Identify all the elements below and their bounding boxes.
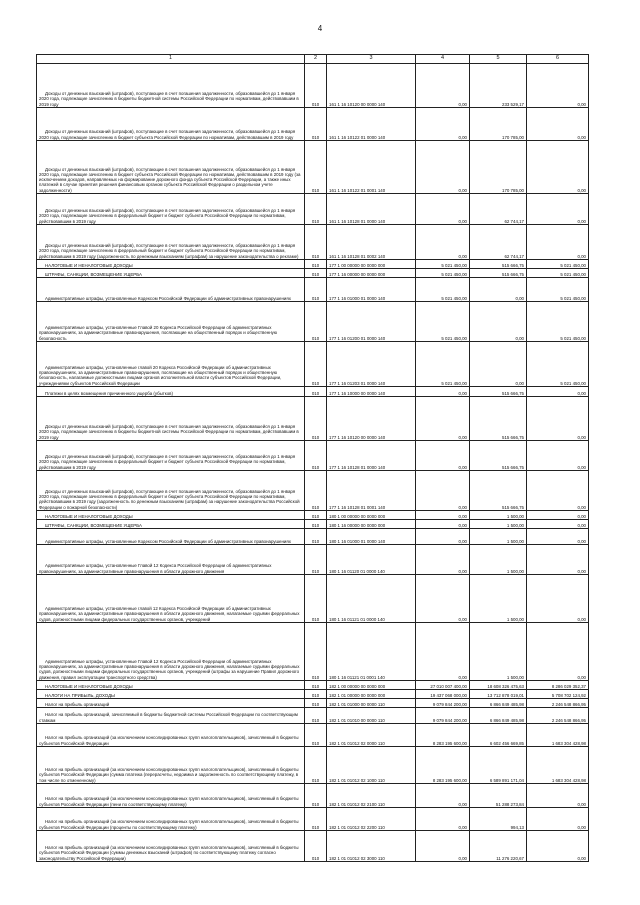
- row-executed-cell: 0,00: [470, 342, 527, 387]
- row-name-cell: Налог на прибыль организаций (за исключением консолидированных групп налогоплательщиков), зачисляемый в бюджеты субъектов Российской Федерации (пени по соответствующему платежу): [37, 784, 305, 808]
- table-row: [37, 575, 589, 623]
- row-executed-cell: 1 500,00: [470, 623, 527, 681]
- row-kbk-cell: 161 1 16 10128 01 0002 140: [327, 225, 416, 260]
- row-kbk-cell: 177 1 00 00000 00 0000 000: [327, 260, 416, 269]
- row-kbk-cell: 180 1 16 01120 01 0000 140: [327, 545, 416, 575]
- row-approved-cell: 9 079 844 200,00: [416, 708, 470, 724]
- row-code-cell: 010: [305, 623, 327, 681]
- row-code-cell: 010: [305, 260, 327, 269]
- row-unexecuted-cell: 5 021 450,00: [527, 269, 589, 278]
- row-unexecuted-cell: 5 021 450,00: [527, 278, 589, 302]
- row-name-cell: Налог на прибыль организаций (за исключением консолидированных групп налогоплательщиков), зачисляемый в бюджеты субъектов Российской Федерации: [37, 724, 305, 747]
- row-executed-cell: 11 276 220,67: [470, 831, 527, 862]
- row-code-cell: 010: [305, 529, 327, 545]
- row-name-cell: Налог на прибыль организаций (за исключением консолидированных групп налогоплательщиков), зачисляемый в бюджеты субъектов Российской Федерации (суммы денежных взысканий (штрафов) по соответствующему платежу согласно законодательству Российской Федерации): [37, 831, 305, 862]
- row-kbk-cell: 177 1 16 10000 00 0000 140: [327, 387, 416, 397]
- row-approved-cell: 5 021 450,00: [416, 269, 470, 278]
- row-unexecuted-cell: 0,00: [527, 529, 589, 545]
- table-row: [37, 747, 589, 784]
- row-executed-cell: 6 589 891 171,04: [470, 747, 527, 784]
- table-row: [37, 545, 589, 575]
- row-unexecuted-cell: 0,00: [527, 387, 589, 397]
- row-name-cell: Административные штрафы, установленные главой 12 Кодекса Российской Федерации об административных правонарушениях, за административные правонарушения в области дорожного движения, налагаемые судьями федеральных судов, должностными лицами федеральных государственных органов, учреждений: [37, 575, 305, 623]
- row-approved-cell: 0,00: [416, 441, 470, 471]
- table-row: [37, 225, 589, 260]
- row-unexecuted-cell: 8 286 029 352,37: [527, 681, 589, 690]
- row-code-cell: 010: [305, 269, 327, 278]
- row-executed-cell: 0,00: [470, 302, 527, 342]
- table-row: [37, 260, 589, 269]
- row-unexecuted-cell: 1 683 304 428,98: [527, 724, 589, 747]
- row-kbk-cell: 177 1 16 00000 00 0000 000: [327, 269, 416, 278]
- row-approved-cell: 5 021 450,00: [416, 260, 470, 269]
- table-row: [37, 441, 589, 471]
- row-code-cell: 010: [305, 747, 327, 784]
- row-name-cell: Доходы от денежных взысканий (штрафов), поступающие в счет погашения задолженности, образовавшейся до 1 января 2020 года, подлежащие зачислению в бюджеты бюджетной системы Российской Федерации по нормативам, действовавшим в 2019 году: [37, 397, 305, 441]
- row-unexecuted-cell: 5 021 450,00: [527, 260, 589, 269]
- row-kbk-cell: 177 1 16 10128 01 0000 140: [327, 441, 416, 471]
- table-row: [37, 708, 589, 724]
- row-name-cell: Доходы от денежных взысканий (штрафов), поступающие в счет погашения задолженности, образовавшейся до 1 января 2020 года, подлежащие зачислению в федеральный бюджет и бюджет субъекта Российской Федерации по нормативам, действовавшим в 2019 году: [37, 441, 305, 471]
- row-code-cell: 010: [305, 784, 327, 808]
- table-row: [37, 681, 589, 690]
- row-name-cell: НАЛОГОВЫЕ И НЕНАЛОГОВЫЕ ДОХОДЫ: [37, 260, 305, 269]
- row-name-cell: Административные штрафы, установленные главой 20 Кодекса Российской Федерации об административных правонарушениях, за административные правонарушения, посягающие на общественный порядок и общественную безопасность, налагаемые должностными лицами органов исполнительной власти субъектов Российской Федерации, учреждениями субъектов Российской Федерации: [37, 342, 305, 387]
- row-unexecuted-cell: 0,00: [527, 623, 589, 681]
- table-row: [37, 784, 589, 808]
- row-name-cell: ШТРАФЫ, САНКЦИИ, ВОЗМЕЩЕНИЕ УЩЕРБА: [37, 520, 305, 529]
- row-executed-cell: 994,13: [470, 808, 527, 831]
- row-unexecuted-cell: 0,00: [527, 831, 589, 862]
- row-executed-cell: 18 608 326 475,63: [470, 681, 527, 690]
- row-approved-cell: 0,00: [416, 529, 470, 545]
- row-executed-cell: 13 712 878 019,01: [470, 690, 527, 699]
- row-kbk-cell: 161 1 16 10122 01 0001 140: [327, 141, 416, 194]
- row-approved-cell: 0,00: [416, 471, 470, 511]
- row-unexecuted-cell: 0,00: [527, 784, 589, 808]
- row-executed-cell: 515 666,75: [470, 441, 527, 471]
- row-kbk-cell: 177 1 16 10120 00 0000 140: [327, 397, 416, 441]
- row-name-cell: Административные штрафы, установленные Главой 12 Кодекса Российской Федерации об административных правонарушениях, за административные правонарушения в области дорожного движения, налагаемые судьями федеральных судов, должностными лицами федеральных государственных органов, учреждений (штрафы за нарушение Правил дорожного движения, правил эксплуатации транспортного средства): [37, 623, 305, 681]
- row-executed-cell: 6 602 456 669,85: [470, 724, 527, 747]
- table-body: [37, 64, 589, 862]
- table-row: [37, 141, 589, 194]
- row-code-cell: 010: [305, 575, 327, 623]
- row-name-cell: Налог на прибыль организаций (за исключением консолидированных групп налогоплательщиков), зачисляемый в бюджеты субъектов Российской Федерации (сумма платежа (перерасчеты, недоимка и задолженность по соответствующему платежу, в том числе по отмененному): [37, 747, 305, 784]
- row-code-cell: 010: [305, 194, 327, 225]
- row-code-cell: 010: [305, 342, 327, 387]
- row-executed-cell: 170 785,00: [470, 108, 527, 141]
- row-kbk-cell: 177 1 16 01200 01 0000 140: [327, 302, 416, 342]
- row-unexecuted-cell: 0,00: [527, 808, 589, 831]
- row-unexecuted-cell: 5 021 450,00: [527, 302, 589, 342]
- row-approved-cell: 9 079 844 200,00: [416, 699, 470, 708]
- table-row: [37, 724, 589, 747]
- row-name-cell: Налог на прибыль организаций (за исключением консолидированных групп налогоплательщиков), зачисляемый в бюджеты субъектов Российской Федерации (проценты по соответствующему платежу): [37, 808, 305, 831]
- row-approved-cell: 0,00: [416, 575, 470, 623]
- row-code-cell: 010: [305, 302, 327, 342]
- row-name-cell: Доходы от денежных взысканий (штрафов), поступающие в счет погашения задолженности, образовавшейся до 1 января 2020 года, подлежащие зачислению в федеральный бюджет и бюджет субъекта Российской Федерации по нормативам, действовавшим в 2019 году: [37, 194, 305, 225]
- row-unexecuted-cell: 2 246 548 866,95: [527, 699, 589, 708]
- row-approved-cell: 8 283 195 600,00: [416, 747, 470, 784]
- row-code-cell: 010: [305, 699, 327, 708]
- row-unexecuted-cell: 0,00: [527, 141, 589, 194]
- row-kbk-cell: 182 1 01 01012 02 3000 110: [327, 831, 416, 862]
- row-kbk-cell: 180 1 16 00000 00 0000 000: [327, 520, 416, 529]
- row-unexecuted-cell: 5 021 450,00: [527, 342, 589, 387]
- row-executed-cell: 515 666,75: [470, 397, 527, 441]
- row-name-cell: Административные штрафы, установленные Кодексом Российской Федерации об административных правонарушениях: [37, 278, 305, 302]
- row-name-cell: Административные штрафы, установленные Главой 12 Кодекса Российской Федерации об административных правонарушениях, за административные правонарушения в области дорожного движения: [37, 545, 305, 575]
- row-unexecuted-cell: 0,00: [527, 471, 589, 511]
- row-kbk-cell: 182 1 01 01000 00 0000 110: [327, 699, 416, 708]
- row-kbk-cell: 182 1 01 01010 00 0000 110: [327, 708, 416, 724]
- row-name-cell: Доходы от денежных взысканий (штрафов), поступающие в счет погашения задолженности, образовавшейся до 1 января 2020 года, подлежащие зачислению в бюджеты бюджетной системы Российской Федерации по нормативам, действовавшим в 2019 году: [37, 64, 305, 108]
- row-code-cell: 010: [305, 141, 327, 194]
- table-row: [37, 194, 589, 225]
- row-executed-cell: 515 666,75: [470, 269, 527, 278]
- row-approved-cell: 5 021 450,00: [416, 342, 470, 387]
- row-approved-cell: 19 437 068 000,00: [416, 690, 470, 699]
- row-code-cell: 010: [305, 441, 327, 471]
- table-row: [37, 471, 589, 511]
- row-name-cell: Доходы от денежных взысканий (штрафов), поступающие в счет погашения задолженности, образовавшейся до 1 января 2020 года, подлежащие зачислению в федеральный бюджет и бюджет субъекта Российской Федерации по нормативам, действовавшим в 2019 году (задолженность по денежным взысканиям (штрафам) за нарушение законодательства Российской Федерации о пожарной безопасности): [37, 471, 305, 511]
- row-executed-cell: 515 666,75: [470, 387, 527, 397]
- column-header: 5: [470, 55, 527, 64]
- column-header: 3: [327, 55, 416, 64]
- row-unexecuted-cell: 0,00: [527, 511, 589, 520]
- row-kbk-cell: 177 1 16 10128 01 0001 140: [327, 471, 416, 511]
- row-code-cell: 010: [305, 471, 327, 511]
- row-name-cell: Платежи в целях возмещения причиненного ущерба (убытков): [37, 387, 305, 397]
- table-row: [37, 278, 589, 302]
- row-name-cell: Налог на прибыль организаций: [37, 699, 305, 708]
- row-code-cell: 010: [305, 387, 327, 397]
- row-unexecuted-cell: 1 683 304 428,98: [527, 747, 589, 784]
- row-unexecuted-cell: 5 708 702 124,92: [527, 690, 589, 699]
- table-row: [37, 520, 589, 529]
- table-row: [37, 302, 589, 342]
- row-code-cell: 010: [305, 545, 327, 575]
- row-approved-cell: 0,00: [416, 141, 470, 194]
- row-kbk-cell: 161 1 16 10120 00 0000 140: [327, 64, 416, 108]
- row-approved-cell: 0,00: [416, 511, 470, 520]
- row-approved-cell: 0,00: [416, 520, 470, 529]
- row-kbk-cell: 180 1 16 01000 01 0000 140: [327, 529, 416, 545]
- column-header: 4: [416, 55, 470, 64]
- row-approved-cell: 0,00: [416, 623, 470, 681]
- row-kbk-cell: 161 1 16 10122 01 0000 140: [327, 108, 416, 141]
- row-approved-cell: 0,00: [416, 194, 470, 225]
- row-executed-cell: 0,00: [470, 278, 527, 302]
- row-kbk-cell: 161 1 16 10128 01 0000 140: [327, 194, 416, 225]
- row-name-cell: Доходы от денежных взысканий (штрафов), поступающие в счет погашения задолженности, образовавшейся до 1 января 2020 года, подлежащие зачислению в бюджет субъекта Российской Федерации по нормативам, действовавшим в 2019 году: [37, 108, 305, 141]
- row-executed-cell: 6 866 849 485,98: [470, 699, 527, 708]
- row-code-cell: 010: [305, 225, 327, 260]
- row-kbk-cell: 182 1 01 01012 02 2100 110: [327, 784, 416, 808]
- column-header: 1: [37, 55, 305, 64]
- table-row: [37, 699, 589, 708]
- row-kbk-cell: 182 1 01 00000 00 0000 000: [327, 690, 416, 699]
- row-kbk-cell: 177 1 16 01203 01 0000 140: [327, 342, 416, 387]
- row-executed-cell: 62 744,17: [470, 225, 527, 260]
- row-approved-cell: 5 021 450,00: [416, 278, 470, 302]
- table-row: [37, 342, 589, 387]
- row-name-cell: Административные штрафы, установленные Главой 20 Кодекса Российской Федерации об административных правонарушениях, за административные правонарушения, посягающие на общественный порядок и общественную безопасность: [37, 302, 305, 342]
- row-kbk-cell: 177 1 16 01000 01 0000 140: [327, 278, 416, 302]
- row-approved-cell: 0,00: [416, 831, 470, 862]
- row-kbk-cell: 182 1 01 01012 02 2200 110: [327, 808, 416, 831]
- row-code-cell: 010: [305, 690, 327, 699]
- row-kbk-cell: 182 1 01 01012 02 1000 110: [327, 747, 416, 784]
- page-number: 4: [317, 24, 323, 33]
- row-unexecuted-cell: 2 246 548 866,95: [527, 708, 589, 724]
- row-name-cell: Доходы от денежных взысканий (штрафов), поступающие в счет погашения задолженности, образовавшейся до 1 января 2020 года, подлежащие зачислению в федеральный бюджет и бюджет субъекта Российской Федерации по нормативам, действовавшим в 2019 году (задолженность по денежным взысканиям (штрафам) за нарушение законодательства о рекламе): [37, 225, 305, 260]
- row-executed-cell: 515 666,75: [470, 471, 527, 511]
- table-row: [37, 690, 589, 699]
- row-unexecuted-cell: 0,00: [527, 520, 589, 529]
- row-code-cell: 010: [305, 808, 327, 831]
- row-kbk-cell: 182 1 01 01012 02 0000 110: [327, 724, 416, 747]
- row-approved-cell: 5 021 450,00: [416, 302, 470, 342]
- row-executed-cell: 1 500,00: [470, 545, 527, 575]
- row-approved-cell: 8 283 195 600,00: [416, 724, 470, 747]
- column-header: 2: [305, 55, 327, 64]
- table-row: [37, 623, 589, 681]
- row-code-cell: 010: [305, 278, 327, 302]
- row-approved-cell: 0,00: [416, 784, 470, 808]
- row-name-cell: НАЛОГОВЫЕ И НЕНАЛОГОВЫЕ ДОХОДЫ: [37, 681, 305, 690]
- row-kbk-cell: 182 1 00 00000 00 0000 000: [327, 681, 416, 690]
- row-approved-cell: 0,00: [416, 64, 470, 108]
- row-unexecuted-cell: 0,00: [527, 575, 589, 623]
- row-code-cell: 010: [305, 724, 327, 747]
- row-approved-cell: 0,00: [416, 808, 470, 831]
- row-name-cell: НАЛОГИ НА ПРИБЫЛЬ, ДОХОДЫ: [37, 690, 305, 699]
- row-kbk-cell: 180 1 00 00000 00 0000 000: [327, 511, 416, 520]
- row-executed-cell: 1 500,00: [470, 520, 527, 529]
- row-executed-cell: 170 785,00: [470, 141, 527, 194]
- row-kbk-cell: 180 1 16 01121 01 0000 140: [327, 575, 416, 623]
- row-code-cell: 010: [305, 64, 327, 108]
- row-unexecuted-cell: 0,00: [527, 397, 589, 441]
- row-unexecuted-cell: 0,00: [527, 225, 589, 260]
- row-approved-cell: 0,00: [416, 387, 470, 397]
- row-code-cell: 010: [305, 681, 327, 690]
- table-row: [37, 831, 589, 862]
- row-executed-cell: 233 529,17: [470, 64, 527, 108]
- row-name-cell: Доходы от денежных взысканий (штрафов), поступающие в счет погашения задолженности, образовавшейся до 1 января 2020 года, подлежащие зачислению в бюджет субъекта Российской Федерации по нормативам, действовавшим в 2019 году (за исключением доходов, направляемых на формирование дорожного фонда субъекта Российской Федерации, а также иных платежей в случае принятия решения финансовым органом субъекта Российской Федерации о раздельном учете задолженности): [37, 141, 305, 194]
- table-row: [37, 108, 589, 141]
- row-code-cell: 010: [305, 397, 327, 441]
- table-row: [37, 511, 589, 520]
- row-name-cell: ШТРАФЫ, САНКЦИИ, ВОЗМЕЩЕНИЕ УЩЕРБА: [37, 269, 305, 278]
- row-name-cell: Административные штрафы, установленные Кодексом Российской Федерации об административных правонарушениях: [37, 529, 305, 545]
- row-approved-cell: 27 010 007 400,00: [416, 681, 470, 690]
- table-row: [37, 64, 589, 108]
- row-executed-cell: 6 866 849 485,98: [470, 708, 527, 724]
- row-approved-cell: 0,00: [416, 225, 470, 260]
- table-header-row: [37, 55, 589, 64]
- row-code-cell: 010: [305, 831, 327, 862]
- table-row: [37, 269, 589, 278]
- row-executed-cell: 1 500,00: [470, 511, 527, 520]
- row-code-cell: 010: [305, 520, 327, 529]
- revenue-report-table: [36, 54, 589, 862]
- table-row: [37, 397, 589, 441]
- table-row: [37, 387, 589, 397]
- row-unexecuted-cell: 0,00: [527, 64, 589, 108]
- row-unexecuted-cell: 0,00: [527, 545, 589, 575]
- column-header: 6: [527, 55, 589, 64]
- row-unexecuted-cell: 0,00: [527, 441, 589, 471]
- row-unexecuted-cell: 0,00: [527, 108, 589, 141]
- row-approved-cell: 0,00: [416, 545, 470, 575]
- row-unexecuted-cell: 0,00: [527, 194, 589, 225]
- row-name-cell: НАЛОГОВЫЕ И НЕНАЛОГОВЫЕ ДОХОДЫ: [37, 511, 305, 520]
- table-row: [37, 529, 589, 545]
- row-kbk-cell: 180 1 16 01121 01 0001 140: [327, 623, 416, 681]
- row-executed-cell: 1 500,00: [470, 575, 527, 623]
- row-executed-cell: 515 666,75: [470, 260, 527, 269]
- table-row: [37, 808, 589, 831]
- row-code-cell: 010: [305, 511, 327, 520]
- row-executed-cell: 1 500,00: [470, 529, 527, 545]
- row-executed-cell: 62 744,17: [470, 194, 527, 225]
- row-approved-cell: 0,00: [416, 397, 470, 441]
- row-approved-cell: 0,00: [416, 108, 470, 141]
- row-code-cell: 010: [305, 708, 327, 724]
- row-code-cell: 010: [305, 108, 327, 141]
- row-executed-cell: 51 288 273,84: [470, 784, 527, 808]
- row-name-cell: Налог на прибыль организаций, зачисляемый в бюджеты бюджетной системы Российской Федерации по соответствующим ставкам: [37, 708, 305, 724]
